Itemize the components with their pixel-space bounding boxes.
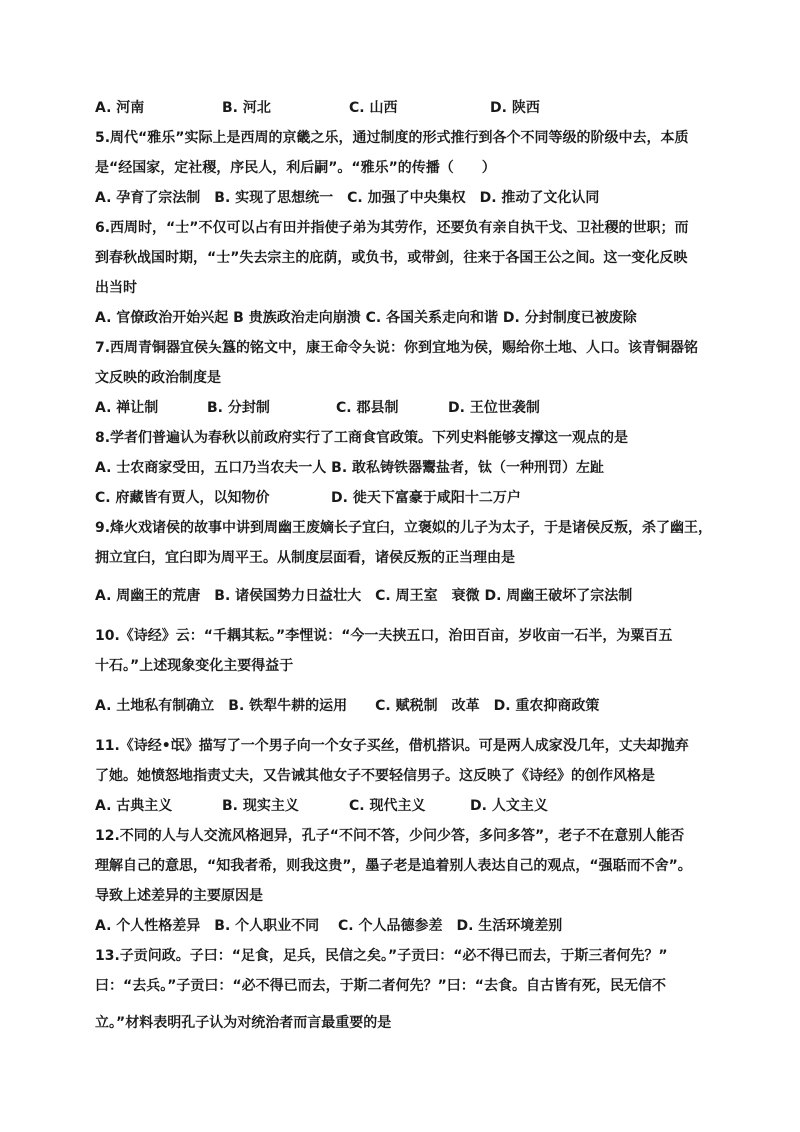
- question-5-stem-line-2: 是“经国家，定社稷，序民人，利后嗣”。“雅乐”的传播（ ）: [95, 160, 496, 176]
- option-c: C. 山西: [349, 100, 398, 116]
- option-d: D. 徙天下富豪于咸阳十二万户: [331, 490, 521, 506]
- question-11-stem-line-1: 11.《诗经•氓》描写了一个男子向一个女子买丝，借机搭识。可是两人成家没几年，丈夫却抛弃: [95, 738, 689, 754]
- option-a: A. 禅让制: [95, 400, 159, 416]
- question-7-stem-line-1: 7.西周青铜器宜侯夨簋的铭文中，康王命令夨说：你到宜地为侯，赐给你土地、人口。该青铜器铭: [95, 340, 699, 356]
- question-9-stem-line-2: 拥立宜臼，宜臼即为周平王。从制度层面看，诸侯反叛的正当理由是: [95, 550, 515, 566]
- option-a: A. 河南: [95, 100, 145, 116]
- question-12-stem-line-1: 12.不同的人与人交流风格迥异，孔子“不问不答，少问少答，多问多答”，老子不在意别人能否: [95, 828, 685, 844]
- option-d: D. 人文主义: [470, 798, 548, 814]
- question-5-options: A. 孕育了宗法制 B. 实现了思想统一 C. 加强了中央集权 D. 推动了文化认同: [95, 190, 600, 206]
- option-a: A. 古典主义: [95, 798, 173, 814]
- option-d: D. 陕西: [490, 100, 540, 116]
- option-b: B. 分封制: [207, 400, 270, 416]
- option-c: C. 郡县制: [336, 400, 399, 416]
- question-6-stem-line-2: 到春秋战国时期，“士”失去宗主的庇荫，或负书，或带剑，往来于各国王公之间。这一变化反映: [95, 250, 688, 266]
- question-12-stem-line-2: 理解自己的意思，“知我者希，则我这贵”，墨子老是追着别人表达自己的观点，“强聒而不舍”。: [95, 858, 692, 874]
- question-6-stem-line-1: 6.西周时，“士”不仅可以占有田并指使子弟为其劳作，还要负有亲自执干戈、卫社稷的世职；而: [95, 220, 689, 236]
- option-b: B. 现实主义: [222, 798, 299, 814]
- question-10-options: A. 土地私有制确立 B. 铁犁牛耕的运用 C. 赋税制 改革 D. 重农抑商政策: [95, 698, 600, 714]
- option-c: C. 现代主义: [349, 798, 426, 814]
- question-13-stem-line-3: 立。”材料表明孔子认为对统治者而言最重要的是: [95, 1015, 392, 1031]
- question-10-stem-line-2: 十石。”上述现象变化主要得益于: [95, 658, 294, 674]
- question-9-stem-line-1: 9.烽火戏诸侯的故事中讲到周幽王废嫡长子宜臼，立褒姒的儿子为太子，于是诸侯反叛，杀了幽王，: [95, 520, 713, 536]
- question-12-stem-line-3: 导致上述差异的主要原因是: [95, 888, 263, 904]
- question-8-options-row-1: A. 士农商家受田，五口乃当农夫一人 B. 敢私铸铁器鬻盐者，钛（一种刑罚）左趾: [95, 460, 605, 476]
- question-13-stem-line-1: 13.子贡问政。子曰：“足食，足兵，民信之矣。”子贡曰：“必不得已而去，于斯三者何先？”: [95, 948, 668, 964]
- question-5-stem-line-1: 5.周代“雅乐”实际上是西周的京畿之乐，通过制度的形式推行到各个不同等级的阶级中去，本质: [95, 130, 689, 146]
- question-9-options: A. 周幽王的荒唐 B. 诸侯国势力日益壮大 C. 周王室 衰微 D. 周幽王破坏了宗法制: [95, 588, 633, 604]
- question-12-options: A. 个人性格差异 B. 个人职业不同 C. 个人品德参差 D. 生活环境差别: [95, 918, 563, 934]
- option-b: B. 河北: [222, 100, 271, 116]
- question-6-stem-line-3: 出当时: [95, 280, 137, 296]
- question-7-stem-line-2: 文反映的政治制度是: [95, 370, 221, 386]
- option-c: C. 府藏皆有贾人，以知物价: [95, 490, 270, 506]
- question-10-stem-line-1: 10.《诗经》云：“千耦其耘。”李悝说：“今一夫挟五口，治田百亩，岁收亩一石半，为粟百五: [95, 628, 673, 644]
- question-6-options: A. 官僚政治开始兴起 B 贵族政治走向崩溃 C. 各国关系走向和谐 D. 分封制度已被废除: [95, 310, 637, 326]
- question-11-stem-line-2: 了她。她愤怒地指责丈夫，又告诫其他女子不要轻信男子。这反映了《诗经》的创作风格是: [95, 768, 655, 784]
- option-d: D. 王位世袭制: [448, 400, 540, 416]
- question-8-stem: 8.学者们普遍认为春秋以前政府实行了工商食官政策。下列史料能够支撑这一观点的是: [95, 430, 629, 446]
- question-13-stem-line-2: 曰：“去兵。”子贡曰：“必不得已而去，于斯二者何先？”曰：“去食。自古皆有死，民无信不: [95, 978, 667, 994]
